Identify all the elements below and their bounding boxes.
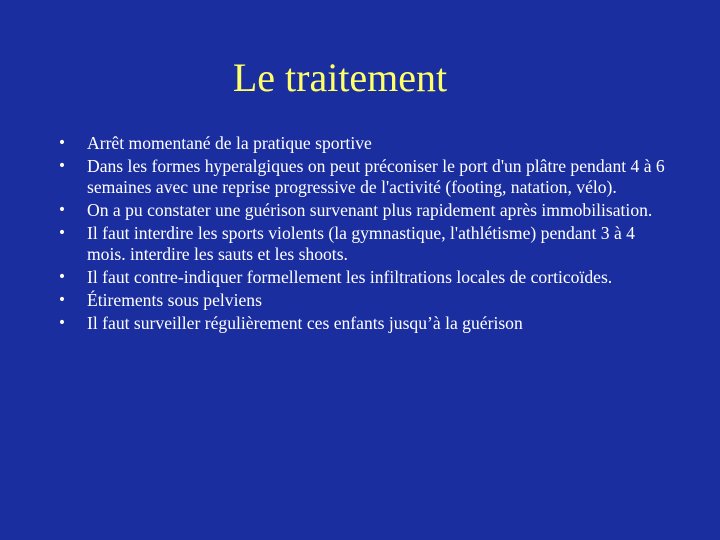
bullet-text: Il faut surveiller régulièrement ces enfants jusqu’à la guérison	[87, 313, 523, 333]
bullet-icon: •	[57, 158, 67, 174]
bullet-icon: •	[57, 202, 67, 218]
bullet-text: Dans les formes hyperalgiques on peut préconiser le port d'un plâtre pendant 4 à 6 semaines avec une reprise progressive de l'activité (footing, natation, vélo).	[87, 156, 665, 197]
slide-title: Le traitement	[232, 55, 448, 100]
bullet-text: On a pu constater une guérison survenant plus rapidement après immobilisation.	[87, 200, 653, 220]
bullet-item-5	[56, 267, 666, 288]
bullet-text: Il faut contre-indiquer formellement les infiltrations locales de corticoïdes.	[87, 267, 613, 287]
bullet-list	[56, 133, 666, 336]
bullet-item-1	[56, 133, 666, 154]
bullet-item-7	[56, 313, 666, 334]
bullet-item-6	[56, 290, 666, 311]
bullet-icon: •	[57, 225, 67, 241]
bullet-icon: •	[57, 135, 67, 151]
bullet-icon: •	[57, 315, 67, 331]
bullet-text: Étirements sous pelviens	[87, 290, 262, 310]
bullet-icon: •	[57, 269, 67, 285]
bullet-item-3	[56, 200, 666, 221]
bullet-icon: •	[57, 292, 67, 308]
bullet-text: Il faut interdire les sports violents (la gymnastique, l'athlétisme) pendant 3 à 4 mois. interdire les sauts et les shoots.	[87, 223, 635, 264]
bullet-text: Arrêt momentané de la pratique sportive	[87, 133, 372, 153]
bullet-item-2	[56, 156, 666, 198]
bullet-item-4	[56, 223, 666, 265]
